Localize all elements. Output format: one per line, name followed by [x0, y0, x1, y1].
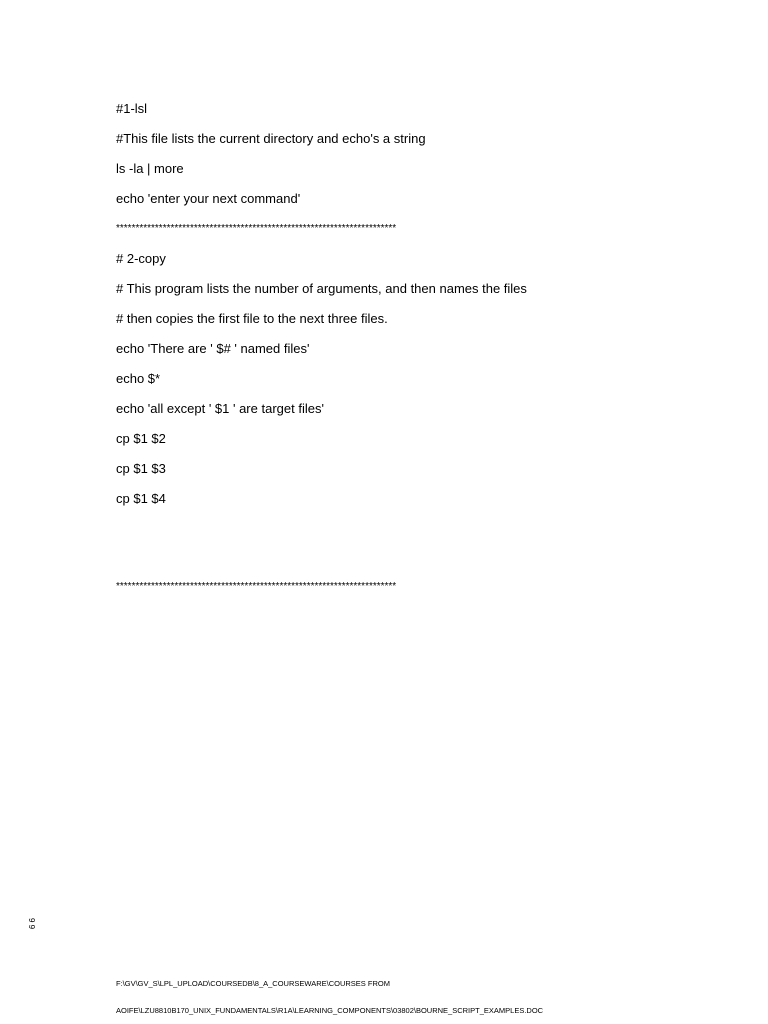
footer-path-line-2: AOIFE\LZU8810B170_UNIX_FUNDAMENTALS\R1A\LEARNING_COMPONENTS\03802\BOURNE_SCRIPT_EXAMPLES.DOC: [116, 1006, 544, 1015]
page-number: 9 9: [27, 918, 36, 930]
script-comment-title-1: #1-lsl: [116, 101, 148, 116]
footer-file-path: [116, 961, 543, 1024]
script-comment-description-2b: # then copies the first file to the next three files.: [116, 311, 388, 326]
script-command-echo-count: echo 'There are ' $# ' named files': [116, 341, 310, 356]
script-command-echo-prompt: echo 'enter your next command': [116, 191, 301, 206]
script-command-cp-3: cp $1 $3: [116, 461, 166, 476]
script-command-echo-all: echo $*: [116, 371, 161, 386]
script-comment-title-2: # 2-copy: [116, 251, 166, 266]
script-command-cp-2: cp $1 $2: [116, 431, 166, 446]
footer-path-line-1: F:\GV\GV_S\LPL_UPLOAD\COURSEDB\8_A_COURSEWARE\COURSES FROM: [116, 979, 390, 988]
script-command-ls: ls -la | more: [116, 161, 184, 176]
script-command-echo-targets: echo 'all except ' $1 ' are target files': [116, 401, 324, 416]
script-comment-description-1: #This file lists the current directory and echo's a string: [116, 131, 426, 146]
separator-line-2: ************************************************************************: [116, 581, 397, 592]
script-command-cp-4: cp $1 $4: [116, 491, 166, 506]
script-comment-description-2a: # This program lists the number of arguments, and then names the files: [116, 281, 527, 296]
separator-line-1: ************************************************************************: [116, 223, 397, 234]
